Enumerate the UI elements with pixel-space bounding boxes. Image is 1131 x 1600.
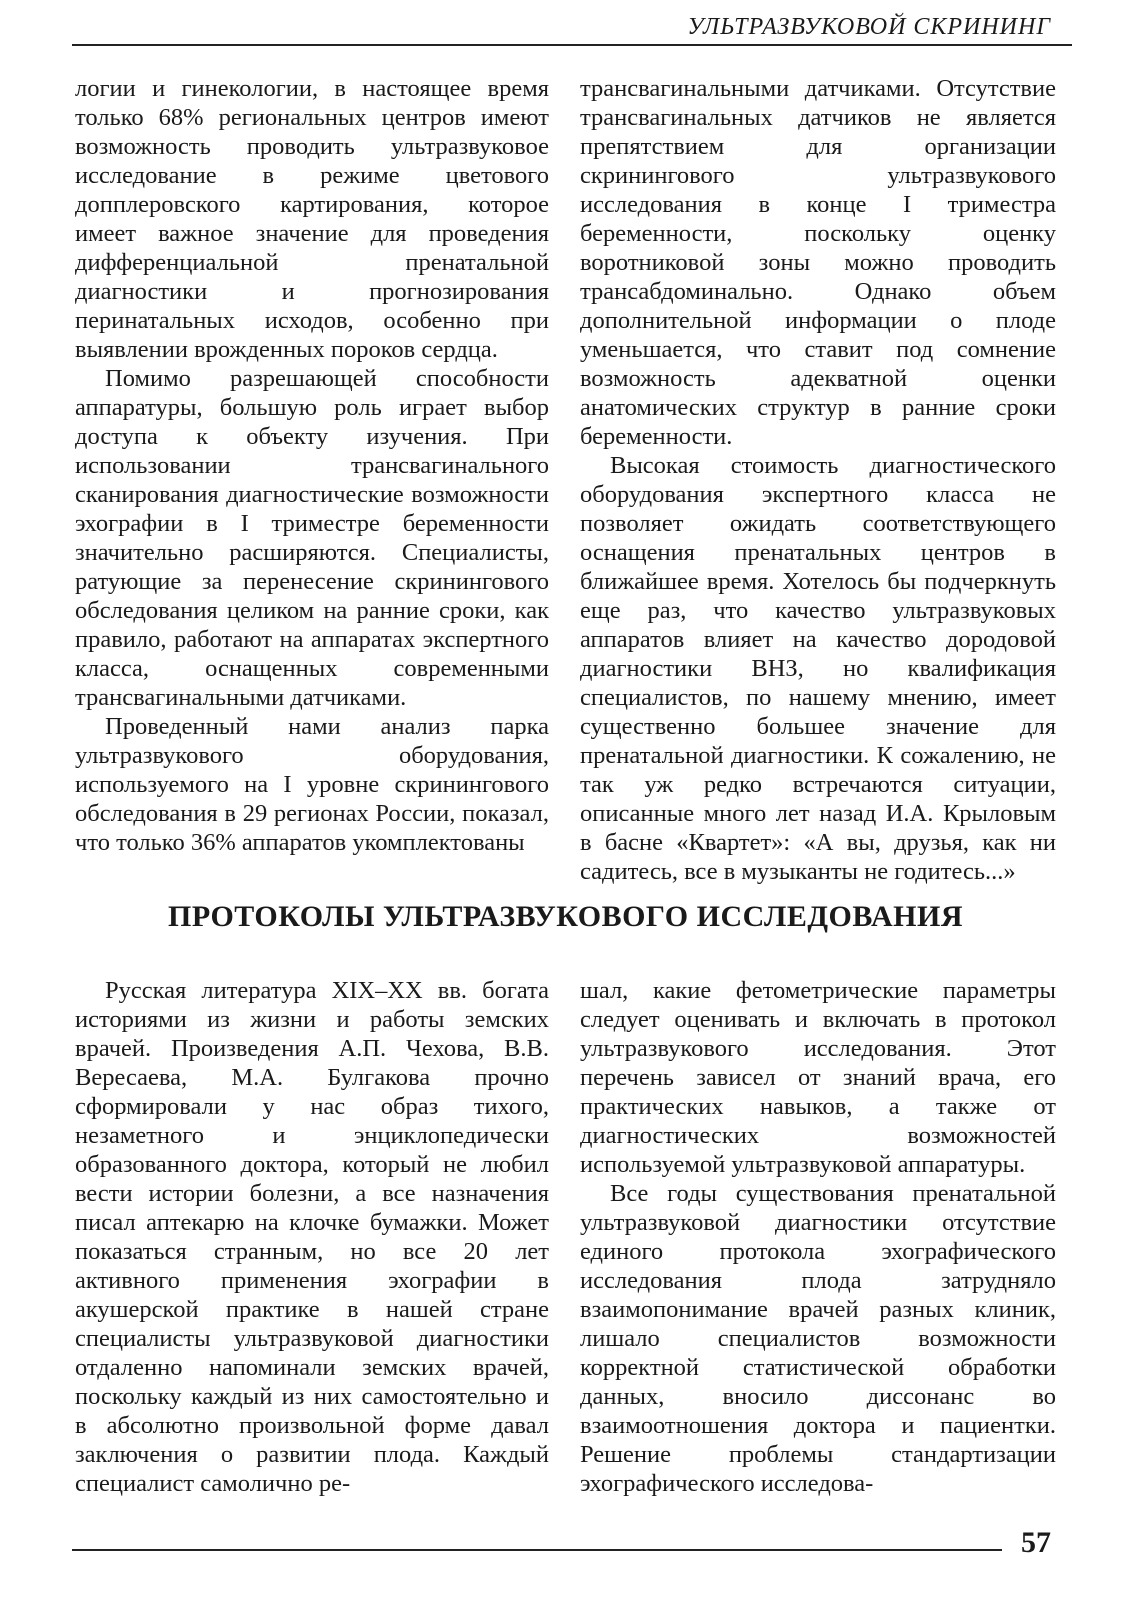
page-number: 57 xyxy=(1021,1526,1051,1559)
paragraph: шал, какие фетометрические параметры следует оценивать и включать в протокол ультразвукового исследования. Этот перечень зависел от знаний врача, его практических навыков, а также от диагностических возможностей используемой ультразвуковой аппаратуры. xyxy=(580,977,1056,1178)
header-rule xyxy=(72,44,1072,46)
paragraph: Проведенный нами анализ парка ультразвукового оборудования, используемого на I уровне скринингового обследования в 29 регионах России, показал, что только 36% аппаратов укомплектованы xyxy=(75,713,549,856)
paragraph: Русская литература XIX–XX вв. богата историями из жизни и работы земских врачей. Произведения А.П. Чехова, В.В. Вересаева, М.А. Булгакова прочно сформировали у нас образ тихого, незаметного и энциклопедически образованного доктора, который не любил вести истории болезни, а все назначения писал аптекарю на клочке бумажки. Может показаться странным, но все 20 лет активного применения эхографии в акушерской практике в нашей стране специалисты ультразвуковой диагностики отдаленно напоминали земских врачей, поскольку каждый из них самостоятельно и в абсолютно произвольной форме давал заключения о развитии плода. Каждый специалист самолично ре- xyxy=(75,977,549,1497)
top-right-column xyxy=(580,74,1056,886)
paragraph: трансвагинальными датчиками. Отсутствие трансвагинальных датчиков не является препятствием для организации скринингового ультразвукового исследования в конце I триместра беременности, поскольку оценку воротниковой зоны можно проводить трансабдоминально. Однако объем дополнительной информации о плоде уменьшается, что ставит под сомнение возможность адекватной оценки анатомических структур в ранние сроки беременности. xyxy=(580,75,1056,450)
paragraph: Высокая стоимость диагностического оборудования экспертного класса не позволяет ожидать соответствующего оснащения пренатальных центров в ближайшее время. Хотелось бы подчеркнуть еще раз, что качество ультразвуковых аппаратов влияет на качество дородовой диагностики ВНЗ, но квалификация специалистов, по нашему мнению, имеет существенно большее значение для пренатальной диагностики. К сожалению, не так уж редко встречаются ситуации, описанные много лет назад И.А. Крыловым в басне «Квартет»: «А вы, друзья, как ни садитесь, все в музыканты не годитесь...» xyxy=(580,452,1056,885)
running-header-title: УЛЬТРАЗВУКОВОЙ СКРИНИНГ xyxy=(687,14,1051,40)
paragraph: логии и гинекологии, в настоящее время только 68% региональных центров имеют возможность проводить ультразвуковое исследование в режиме цветового допплеровского картирования, которое имеет важное значение для проведения дифференциальной пренатальной диагностики и прогнозирования перинатальных исходов, особенно при выявлении врожденных пороков сердца. xyxy=(75,75,549,363)
section-right-column xyxy=(580,976,1056,1498)
section-heading: ПРОТОКОЛЫ УЛЬТРАЗВУКОВОГО ИССЛЕДОВАНИЯ xyxy=(167,900,963,933)
top-left-column xyxy=(75,74,549,857)
section-left-column xyxy=(75,976,549,1498)
footer-rule xyxy=(72,1549,1002,1551)
paragraph: Помимо разрешающей способности аппаратуры, большую роль играет выбор доступа к объекту изучения. При использовании трансвагинального сканирования диагностические возможности эхографии в I триместре беременности значительно расширяются. Специалисты, ратующие за перенесение скринингового обследования целиком на ранние сроки, как правило, работают на аппаратах экспертного класса, оснащенных современными трансвагинальными датчиками. xyxy=(75,365,549,711)
paragraph: Все годы существования пренатальной ультразвуковой диагностики отсутствие единого протокола эхографического исследования плода затрудняло взаимопонимание врачей разных клиник, лишало специалистов возможности корректной статистической обработки данных, вносило диссонанс во взаимоотношения доктора и пациентки. Решение проблемы стандартизации эхографического исследова- xyxy=(580,1180,1056,1497)
